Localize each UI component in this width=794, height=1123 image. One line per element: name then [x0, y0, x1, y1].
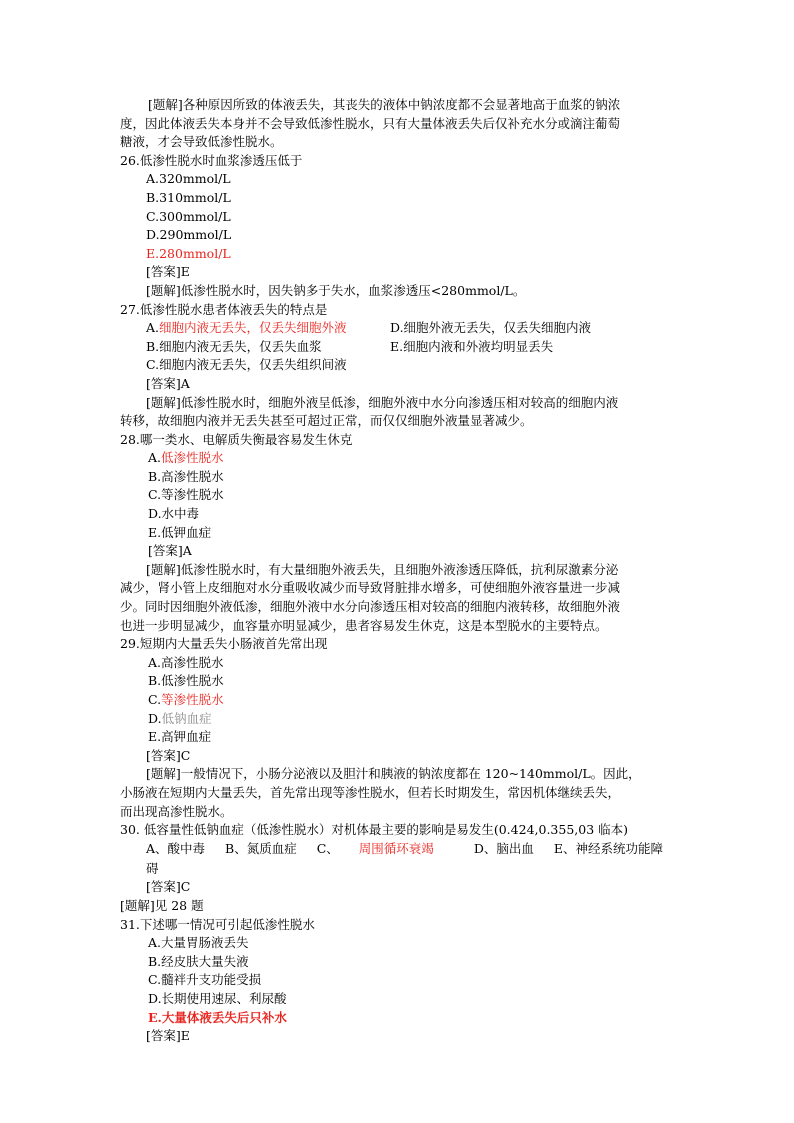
q29-explanation-1: [题解]一般情况下，小肠分泌液以及胆汁和胰液的钠浓度都在 120~140mmol/L。因此，	[146, 766, 641, 782]
q29-option-c	[120, 691, 675, 710]
q27-stem: 27.低渗性脱水患者体液丢失的特点是	[120, 301, 328, 317]
q27-explanation-1: [题解]低渗性脱水时，细胞外液呈低渗，细胞外液中水分向渗透压相对较高的细胞内液	[146, 394, 619, 410]
q29-stem: 29.短期内大量丢失小肠液首先常出现	[120, 636, 328, 652]
q28-option-d: D.水中毒	[148, 506, 200, 522]
q27-row-1	[120, 319, 675, 338]
q28-answer: [答案]A	[148, 543, 192, 559]
q28-option-e: E.低钾血症	[148, 524, 212, 540]
q27-option-b: B.细胞内液无丢失，仅丢失血浆	[146, 338, 322, 354]
q28-option-a	[120, 449, 675, 468]
q26-option-e-text: 280mmol/L	[159, 245, 231, 261]
q27-option-a-prefix: A.	[146, 320, 160, 336]
q27-option-c: C.细胞内液无丢失，仅丢失组织间液	[146, 357, 347, 373]
q26-option-e	[120, 245, 675, 264]
q30-option-b: B、氮质血症	[225, 840, 297, 856]
q28-option-b: B.高渗性脱水	[148, 468, 224, 484]
q28-stem: 28.哪一类水、电解质失衡最容易发生休克	[120, 431, 353, 447]
q28-explanation-4: 也进一步明显减少，血容量亦明显减少，患者容易发生休克，这是本型脱水的主要特点。	[120, 617, 608, 633]
q26-option-c: C.300mmol/L	[146, 208, 231, 224]
q30-explanation: [题解]见 28 题	[120, 897, 204, 913]
q29-option-d	[120, 710, 675, 729]
q27-answer: [答案]A	[146, 375, 190, 391]
q26-answer: [答案]E	[146, 264, 190, 280]
q29-option-c-text: 等渗性脱水	[161, 692, 224, 707]
q29-explanation-2: 小肠液在短期内大量丢失，首先常出现等渗性脱水，但若长时期发生，常因机体继续丢失，	[120, 784, 621, 800]
q31-option-a: A.大量胃肠液丢失	[148, 935, 249, 951]
q29-explanation-3: 而出现高渗性脱水。	[120, 803, 233, 819]
q30-options-row	[120, 840, 675, 860]
q30-option-a: A、酸中毒	[146, 840, 206, 856]
q27-option-a-text: 细胞内液无丢失，仅丢失细胞外液	[159, 320, 347, 336]
q30-option-e-continued: 碍	[146, 860, 159, 876]
q31-option-e-prefix: E.	[148, 1009, 162, 1025]
q29-option-e: E.高钾血症	[148, 729, 212, 745]
q28-option-a-prefix: A.	[148, 450, 162, 466]
q29-option-d-text: 低钠血症	[161, 710, 212, 726]
q27-option-d: D.细胞外液无丢失，仅丢失细胞内液	[390, 320, 592, 336]
q29-answer: [答案]C	[146, 747, 191, 763]
q27-row-2	[120, 338, 675, 357]
q30-option-d: D、脑出血	[473, 840, 534, 856]
intro-line-2: 度，因此体液丢失本身并不会导致低渗性脱水，只有大量体液丢失后仅补充水分或滴注葡萄	[120, 115, 621, 131]
q29-option-d-prefix: D.	[148, 710, 162, 726]
q28-explanation-2: 减少，肾小管上皮细胞对水分重吸收减少而导致肾脏排水增多，可使细胞外液容量进一步减	[120, 580, 621, 596]
q31-option-e-text: 大量体液丢失后只补水	[161, 1009, 287, 1025]
q28-option-a-text: 低渗性脱水	[161, 450, 224, 466]
q27-option-a	[120, 319, 390, 338]
q31-option-c: C.髓袢升支功能受损	[148, 972, 262, 988]
q31-stem: 31.下述哪一情况可引起低渗性脱水	[120, 916, 315, 932]
q28-explanation-1: [题解]低渗性脱水时，有大量细胞外液丢失，且细胞外液渗透压降低，抗利尿激素分泌	[146, 561, 619, 577]
q26-option-a: A.320mmol/L	[146, 171, 231, 187]
q29-option-c-prefix: C.	[148, 692, 162, 707]
intro-line-1: [题解]各种原因所致的体液丢失，其丧失的液体中钠浓度都不会显著地高于血浆的钠浓	[148, 97, 621, 112]
q31-option-d: D.长期使用速尿、利尿酸	[148, 990, 287, 1006]
q27-explanation-2: 转移，故细胞内液并无丢失甚至可超过正常，而仅仅细胞外液量显著减少。	[120, 413, 533, 429]
q30-option-e: E、神经系统功能障	[553, 840, 663, 856]
q31-answer: [答案]E	[146, 1028, 190, 1044]
document-page	[120, 96, 675, 1046]
q30-option-c-text: 周围循环衰竭	[358, 840, 434, 856]
q29-option-b: B.低渗性脱水	[148, 673, 224, 689]
q28-explanation-3: 少。同时因细胞外液低渗，细胞外液中水分向渗透压相对较高的细胞内液转移，故细胞外液	[120, 599, 621, 615]
q26-option-e-prefix: E.	[146, 245, 160, 261]
q27-option-e: E.细胞内液和外液均明显丢失	[390, 338, 554, 354]
q29-option-a: A.高渗性脱水	[148, 654, 224, 670]
q28-option-c: C.等渗性脱水	[148, 487, 224, 503]
q30-stem: 30. 低容量性低钠血症（低渗性脱水）对机体最主要的影响是易发生(0.424,0.355,03 临本)	[120, 822, 629, 838]
intro-line-3: 糖液，才会导致低渗性脱水。	[120, 134, 283, 150]
q31-option-b: B.经皮肤大量失液	[148, 953, 249, 969]
q26-stem: 26.低渗性脱水时血浆渗透压低于	[120, 152, 303, 168]
q30-answer: [答案]C	[146, 879, 191, 895]
q30-option-c	[317, 840, 454, 860]
q26-option-b: B.310mmol/L	[146, 189, 231, 205]
q30-option-c-prefix: C、	[316, 840, 339, 856]
q26-explanation: [题解]低渗性脱水时，因失钠多于失水，血浆渗透压<280mmol/L。	[146, 282, 526, 298]
q31-option-e	[120, 1009, 675, 1028]
q26-option-d: D.290mmol/L	[146, 227, 232, 243]
